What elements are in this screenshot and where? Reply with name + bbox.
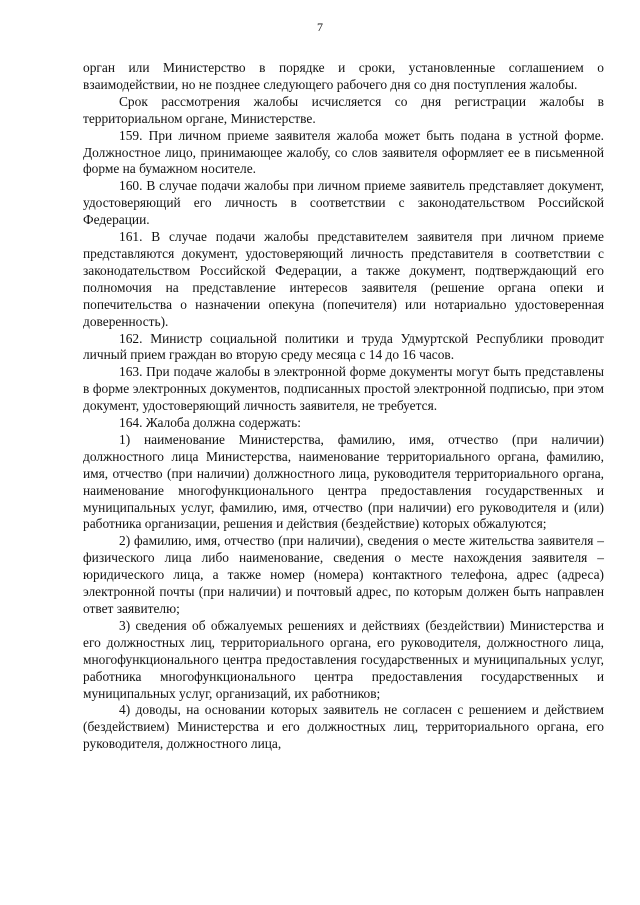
list-item-1: 1) наименование Министерства, фамилию, имя, отчество (при наличии) должностного лица Министерства, наименование территориального органа, фамилию, имя, отчество (при наличии) должностного лица, руководителя территориального органа, наименование многофункционального центра предоставления государственных и муниципальных услуг, фамилию, имя, отчество (при наличии) его руководителя и (или) работника организации, решения и действия (бездействие) которых обжалуются; (83, 431, 604, 532)
paragraph-continuation: орган или Министерство в порядке и сроки, установленные соглашением о взаимодействии, но не позднее следующего рабочего дня со дня поступления жалобы. (83, 60, 604, 92)
list-item-3: 3) сведения об обжалуемых решениях и действиях (бездействии) Министерства и его должностных лиц, территориального органа, его руководителя, должностного лица, многофункционального центра предоставления государственных и муниципальных услуг, работника многофункционального центра предоставления государственных и муниципальных услуг, организаций, их работников; (83, 617, 604, 701)
paragraph-163: 163. При подаче жалобы в электронной форме документы могут быть представлены в форме электронных документов, подписанных простой электронной подписью, при этом документ, удостоверяющий личность заявителя, не требуется. (83, 364, 604, 414)
paragraph-164: 164. Жалоба должна содержать: (119, 415, 301, 431)
document-body (83, 60, 604, 753)
page-number: 7 (317, 20, 323, 34)
paragraph-159: 159. При личном приеме заявителя жалоба может быть подана в устной форме. Должностное лицо, принимающее жалобу, со слов заявителя оформляет ее в письменной форме на бумажном носителе. (83, 127, 604, 177)
paragraph-160: 160. В случае подачи жалобы при личном приеме заявитель представляет документ, удостоверяющий его личность в соответствии с законодательством Российской Федерации. (83, 178, 604, 228)
paragraph-review-period: Срок рассмотрения жалобы исчисляется со дня регистрации жалобы в территориальном органе, Министерстве. (83, 93, 604, 126)
paragraph-161: 161. В случае подачи жалобы представителем заявителя при личном приеме представляются документ, удостоверяющий личность представителя в соответствии с законодательством Российской Федерации, а также документ, подтверждающий его полномочия на представление интересов заявителя (решение органа опеки и попечительства о назначении опекуна (попечителя) или нотариально удостоверенная доверенность). (83, 229, 604, 329)
list-item-4: 4) доводы, на основании которых заявитель не согласен с решением и действием (бездействием) Министерства и его должностных лиц, территориального органа, его руководителя, должностного лица, (83, 702, 604, 752)
list-item-2: 2) фамилию, имя, отчество (при наличии), сведения о месте жительства заявителя – физического лица либо наименование, сведения о месте нахождения заявителя – юридического лица, а также номер (номера) контактного телефона, адрес (адреса) электронной почты (при наличии) и почтовый адрес, по которым должен быть направлен ответ заявителю; (83, 533, 604, 616)
paragraph-162: 162. Министр социальной политики и труда Удмуртской Республики проводит личный прием граждан во вторую среду месяца с 14 до 16 часов. (83, 330, 604, 363)
